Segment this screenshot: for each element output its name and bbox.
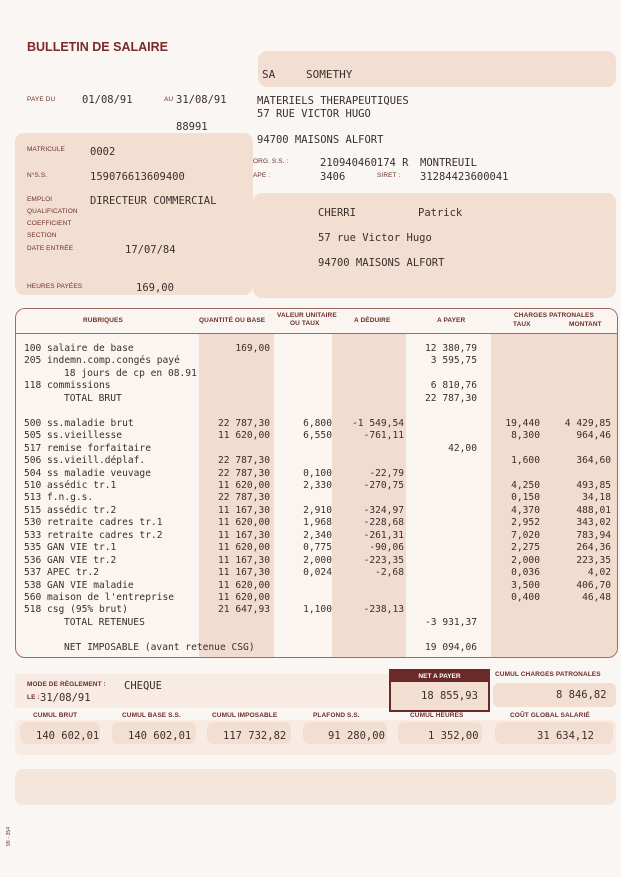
- table-row: [16, 629, 617, 641]
- reference-number: 88991: [176, 121, 208, 133]
- cell-rate: 2,340: [303, 529, 332, 541]
- cell-label: ss.maladie brut: [47, 417, 134, 429]
- pay-period-from: 01/08/91: [82, 94, 133, 106]
- cell-ded: -761,11: [363, 430, 404, 442]
- cell-code: 530: [24, 517, 42, 529]
- cumul-heures-label: CUMUL HEURES: [410, 712, 464, 719]
- cumul-brut-value: 140 602,01: [36, 730, 100, 742]
- footer-notes-box: [15, 769, 616, 805]
- cell-label: maison de l'entreprise: [47, 592, 175, 603]
- employer-activity: MATERIELS THERAPEUTIQUES: [257, 95, 409, 107]
- cell-ctaux: 4,370: [511, 504, 540, 516]
- cell-ctaux: 0,400: [511, 592, 540, 603]
- cell-pay: 12 380,79: [425, 343, 477, 354]
- cell-cmont: 264,36: [576, 542, 611, 554]
- employer-type: SA: [262, 68, 276, 81]
- cell-rate: 6,800: [303, 417, 332, 429]
- cell-code: 515: [24, 504, 42, 516]
- cell-code: 205: [24, 355, 42, 367]
- cell-code: 505: [24, 430, 42, 442]
- cell-cmont: 964,46: [576, 430, 611, 442]
- pay-period-from-label: PAYE DU: [27, 96, 56, 103]
- cell-cmont: 4,02: [587, 567, 611, 579]
- cell-ded: -228,68: [363, 517, 404, 529]
- cell-label: GAN VIE tr.1: [47, 542, 117, 554]
- header-payer: A PAYER: [437, 317, 466, 324]
- cell-ctaux: 0,150: [511, 492, 540, 504]
- cell-label: retraite cadres tr.2: [47, 529, 163, 541]
- cell-rate: 6,550: [303, 430, 332, 442]
- table-row: [16, 393, 617, 405]
- table-row: [16, 505, 617, 517]
- heures-value: 169,00: [136, 282, 174, 294]
- table-row: [16, 492, 617, 504]
- cumul-charges-label: CUMUL CHARGES PATRONALES: [495, 671, 601, 678]
- table-row: [16, 480, 617, 492]
- cell-ctaux: 2,275: [511, 542, 540, 554]
- table-row: [16, 455, 617, 467]
- cell-rate: 0,775: [303, 542, 332, 554]
- cell-ctaux: 3,500: [511, 579, 540, 591]
- cell-qty: 11 167,30: [218, 554, 270, 566]
- cell-label: assédic tr.2: [47, 504, 117, 516]
- nss-label: N°S.S.: [27, 172, 48, 179]
- cout-global-value: 31 634,12: [537, 730, 594, 742]
- net-to-pay-box: [389, 669, 490, 712]
- nss-value: 159076613609400: [90, 171, 185, 183]
- coefficient-label: COEFFICIENT: [27, 220, 72, 227]
- cell-label: 18 jours de cp en 08.91: [64, 367, 197, 379]
- cell-code: 533: [24, 529, 42, 541]
- header-charges: CHARGES PATRONALES: [514, 312, 594, 319]
- cell-pay: 6 810,76: [430, 380, 477, 392]
- table-row: [16, 604, 617, 616]
- matricule-label: MATRICULE: [27, 146, 65, 153]
- table-row: [16, 418, 617, 430]
- cell-rate: 0,100: [303, 467, 332, 479]
- cell-qty: 11 620,00: [218, 579, 270, 591]
- ape-code: 3406: [320, 171, 346, 183]
- cout-global-label: COÛT GLOBAL SALARIÉ: [510, 712, 590, 719]
- cell-code: 535: [24, 542, 42, 554]
- table-row: [16, 368, 617, 380]
- cell-code: 538: [24, 579, 42, 591]
- cell-cmont: 364,60: [576, 455, 611, 467]
- table-row: [16, 443, 617, 455]
- table-row: [16, 542, 617, 554]
- cell-label: NET IMPOSABLE (avant retenue CSG): [64, 641, 255, 653]
- cell-ded: -324,97: [363, 504, 404, 516]
- cell-ctaux: 7,020: [511, 529, 540, 541]
- cell-label: ss maladie veuvage: [47, 467, 151, 479]
- cell-code: 118: [24, 380, 42, 392]
- cell-ded: -22,79: [369, 467, 404, 479]
- net-to-pay-label: NET A PAYER: [391, 671, 488, 682]
- cell-qty: 11 620,00: [218, 517, 270, 529]
- table-row: [16, 567, 617, 579]
- org-ss-city: MONTREUIL: [420, 157, 477, 169]
- emploi-label: EMPLOI: [27, 196, 53, 203]
- plafond-ss-label: PLAFOND S.S.: [313, 712, 360, 719]
- cumul-imposable-value: 117 732,82: [223, 730, 287, 742]
- cell-label: f.n.g.s.: [47, 492, 94, 504]
- table-row: [16, 355, 617, 367]
- cell-code: 510: [24, 479, 42, 491]
- cell-code: 560: [24, 592, 42, 603]
- cell-ctaux: 8,300: [511, 430, 540, 442]
- cell-ded: -90,06: [369, 542, 404, 554]
- cell-code: 506: [24, 455, 42, 467]
- table-row: [16, 380, 617, 392]
- cell-qty: 11 167,30: [218, 504, 270, 516]
- cell-qty: 22 787,30: [218, 455, 270, 467]
- cell-ded: -270,75: [363, 479, 404, 491]
- cell-cmont: 783,94: [576, 529, 611, 541]
- cumul-heures-value: 1 352,00: [428, 730, 479, 742]
- cell-ded: -261,31: [363, 529, 404, 541]
- cell-rate: 0,024: [303, 567, 332, 579]
- cell-label: assédic tr.1: [47, 479, 117, 491]
- cell-pay: -3 931,37: [425, 616, 477, 628]
- cell-label: indemn.comp.congés payé: [47, 355, 180, 367]
- table-row: [16, 530, 617, 542]
- net-to-pay-value: 18 855,93: [421, 690, 478, 702]
- cell-label: TOTAL RETENUES: [64, 616, 145, 628]
- org-ss-number: 210940460174 R: [320, 157, 409, 169]
- cell-label: retraite cadres tr.1: [47, 517, 163, 529]
- employer-city: 94700 MAISONS ALFORT: [257, 134, 384, 146]
- cell-code: 513: [24, 492, 42, 504]
- cell-code: 536: [24, 554, 42, 566]
- cell-label: APEC tr.2: [47, 567, 99, 579]
- cell-label: salaire de base: [47, 343, 134, 354]
- payment-mode-label: MODE DE RÈGLEMENT :: [27, 681, 106, 688]
- cell-cmont: 343,02: [576, 517, 611, 529]
- cell-ctaux: 4,250: [511, 479, 540, 491]
- cell-qty: 11 167,30: [218, 529, 270, 541]
- cell-label: commissions: [47, 380, 111, 392]
- ape-label: APE :: [253, 172, 271, 179]
- payment-date-label: LE :: [27, 694, 40, 701]
- cell-label: ss.vieill.déplaf.: [47, 455, 146, 467]
- section-label: SECTION: [27, 232, 57, 239]
- org-ss-label: ORG. S.S. :: [253, 158, 289, 165]
- cell-ctaux: 2,952: [511, 517, 540, 529]
- header-deduire: A DÉDUIRE: [354, 317, 391, 324]
- cell-cmont: 493,85: [576, 479, 611, 491]
- cell-code: 517: [24, 442, 42, 454]
- cell-cmont: 46,48: [582, 592, 611, 603]
- payment-date-value: 31/08/91: [40, 692, 91, 704]
- cell-code: 100: [24, 343, 42, 354]
- header-valeur-2: OU TAUX: [290, 320, 320, 327]
- cell-label: GAN VIE maladie: [47, 579, 134, 591]
- cell-rate: 2,000: [303, 554, 332, 566]
- recipient-city: 94700 MAISONS ALFORT: [318, 257, 445, 269]
- payslip-table: [15, 308, 618, 658]
- cell-qty: 22 787,30: [218, 492, 270, 504]
- table-row: [16, 468, 617, 480]
- cell-qty: 169,00: [235, 343, 270, 354]
- header-montant: MONTANT: [569, 321, 602, 328]
- heures-label: HEURES PAYÉES: [27, 283, 83, 290]
- cell-pay: 3 595,75: [430, 355, 477, 367]
- emploi-value: DIRECTEUR COMMERCIAL: [90, 195, 217, 207]
- table-row: [16, 405, 617, 417]
- cell-ctaux: 1,600: [511, 455, 540, 467]
- payment-mode-value: CHEQUE: [124, 680, 162, 692]
- cell-rate: 2,910: [303, 504, 332, 516]
- pay-period-to-label: AU: [164, 96, 174, 103]
- table-row: [16, 555, 617, 567]
- cell-qty: 21 647,93: [218, 604, 270, 616]
- table-row: [16, 617, 617, 629]
- cell-ctaux: 2,000: [511, 554, 540, 566]
- recipient-last-name: CHERRI: [318, 207, 356, 219]
- cumul-brut-label: CUMUL BRUT: [33, 712, 78, 719]
- cell-code: 504: [24, 467, 42, 479]
- header-rubriques: RUBRIQUES: [83, 317, 123, 324]
- cell-ctaux: 19,440: [505, 417, 540, 429]
- cell-rate: 1,968: [303, 517, 332, 529]
- cell-pay: 22 787,30: [425, 392, 477, 404]
- form-code: 99 - 354: [6, 826, 12, 846]
- table-row: [16, 592, 617, 604]
- cell-label: TOTAL BRUT: [64, 392, 122, 404]
- recipient-first-name: Patrick: [418, 207, 463, 219]
- cell-rate: 2,330: [303, 479, 332, 491]
- cell-ded: -2,68: [375, 567, 404, 579]
- header-quantite: QUANTITÉ OU BASE: [199, 317, 266, 324]
- cell-code: 500: [24, 417, 42, 429]
- cell-cmont: 4 429,85: [564, 417, 611, 429]
- cell-label: csg (95% brut): [47, 604, 128, 616]
- cell-cmont: 406,70: [576, 579, 611, 591]
- pay-period-to: 31/08/91: [176, 94, 227, 106]
- cell-ded: -1 549,54: [352, 417, 404, 429]
- cell-label: ss.vieillesse: [47, 430, 123, 442]
- cell-ctaux: 0,036: [511, 567, 540, 579]
- date-entree-value: 17/07/84: [125, 244, 176, 256]
- cell-label: remise forfaitaire: [47, 442, 151, 454]
- date-entree-label: DATE ENTRÉE: [27, 245, 74, 252]
- cell-pay: 42,00: [448, 442, 477, 454]
- table-row: [16, 580, 617, 592]
- employer-address: 57 RUE VICTOR HUGO: [257, 108, 371, 120]
- matricule-value: 0002: [90, 146, 116, 158]
- table-row: [16, 642, 617, 654]
- cell-qty: 22 787,30: [218, 417, 270, 429]
- cumul-imposable-label: CUMUL IMPOSABLE: [212, 712, 278, 719]
- cell-cmont: 223,35: [576, 554, 611, 566]
- header-taux: TAUX: [513, 321, 531, 328]
- siret-number: 31284423600041: [420, 171, 509, 183]
- cell-code: 518: [24, 604, 42, 616]
- cell-ded: -238,13: [363, 604, 404, 616]
- cell-cmont: 488,01: [576, 504, 611, 516]
- table-row: [16, 343, 617, 355]
- cell-cmont: 34,18: [582, 492, 611, 504]
- cell-ded: -223,35: [363, 554, 404, 566]
- document-title: BULLETIN DE SALAIRE: [27, 40, 168, 54]
- cell-code: 537: [24, 567, 42, 579]
- siret-label: SIRET :: [377, 172, 401, 179]
- cumul-base-ss-value: 140 602,01: [128, 730, 192, 742]
- cell-label: GAN VIE tr.2: [47, 554, 117, 566]
- recipient-address: 57 rue Victor Hugo: [318, 232, 432, 244]
- cell-qty: 11 620,00: [218, 592, 270, 603]
- table-row: [16, 430, 617, 442]
- cumul-charges-value: 8 846,82: [556, 689, 607, 701]
- cell-qty: 22 787,30: [218, 467, 270, 479]
- cell-qty: 11 167,30: [218, 567, 270, 579]
- table-header: [16, 309, 617, 334]
- cell-qty: 11 620,00: [218, 542, 270, 554]
- qualification-label: QUALIFICATION: [27, 208, 78, 215]
- cell-qty: 11 620,00: [218, 430, 270, 442]
- cell-pay: 19 094,06: [425, 641, 477, 653]
- table-row: [16, 517, 617, 529]
- employer-name: SOMETHY: [306, 68, 353, 81]
- cell-rate: 1,100: [303, 604, 332, 616]
- header-valeur-1: VALEUR UNITAIRE: [277, 312, 337, 319]
- cumul-base-ss-label: CUMUL BASE S.S.: [122, 712, 181, 719]
- cell-qty: 11 620,00: [218, 479, 270, 491]
- plafond-ss-value: 91 280,00: [328, 730, 385, 742]
